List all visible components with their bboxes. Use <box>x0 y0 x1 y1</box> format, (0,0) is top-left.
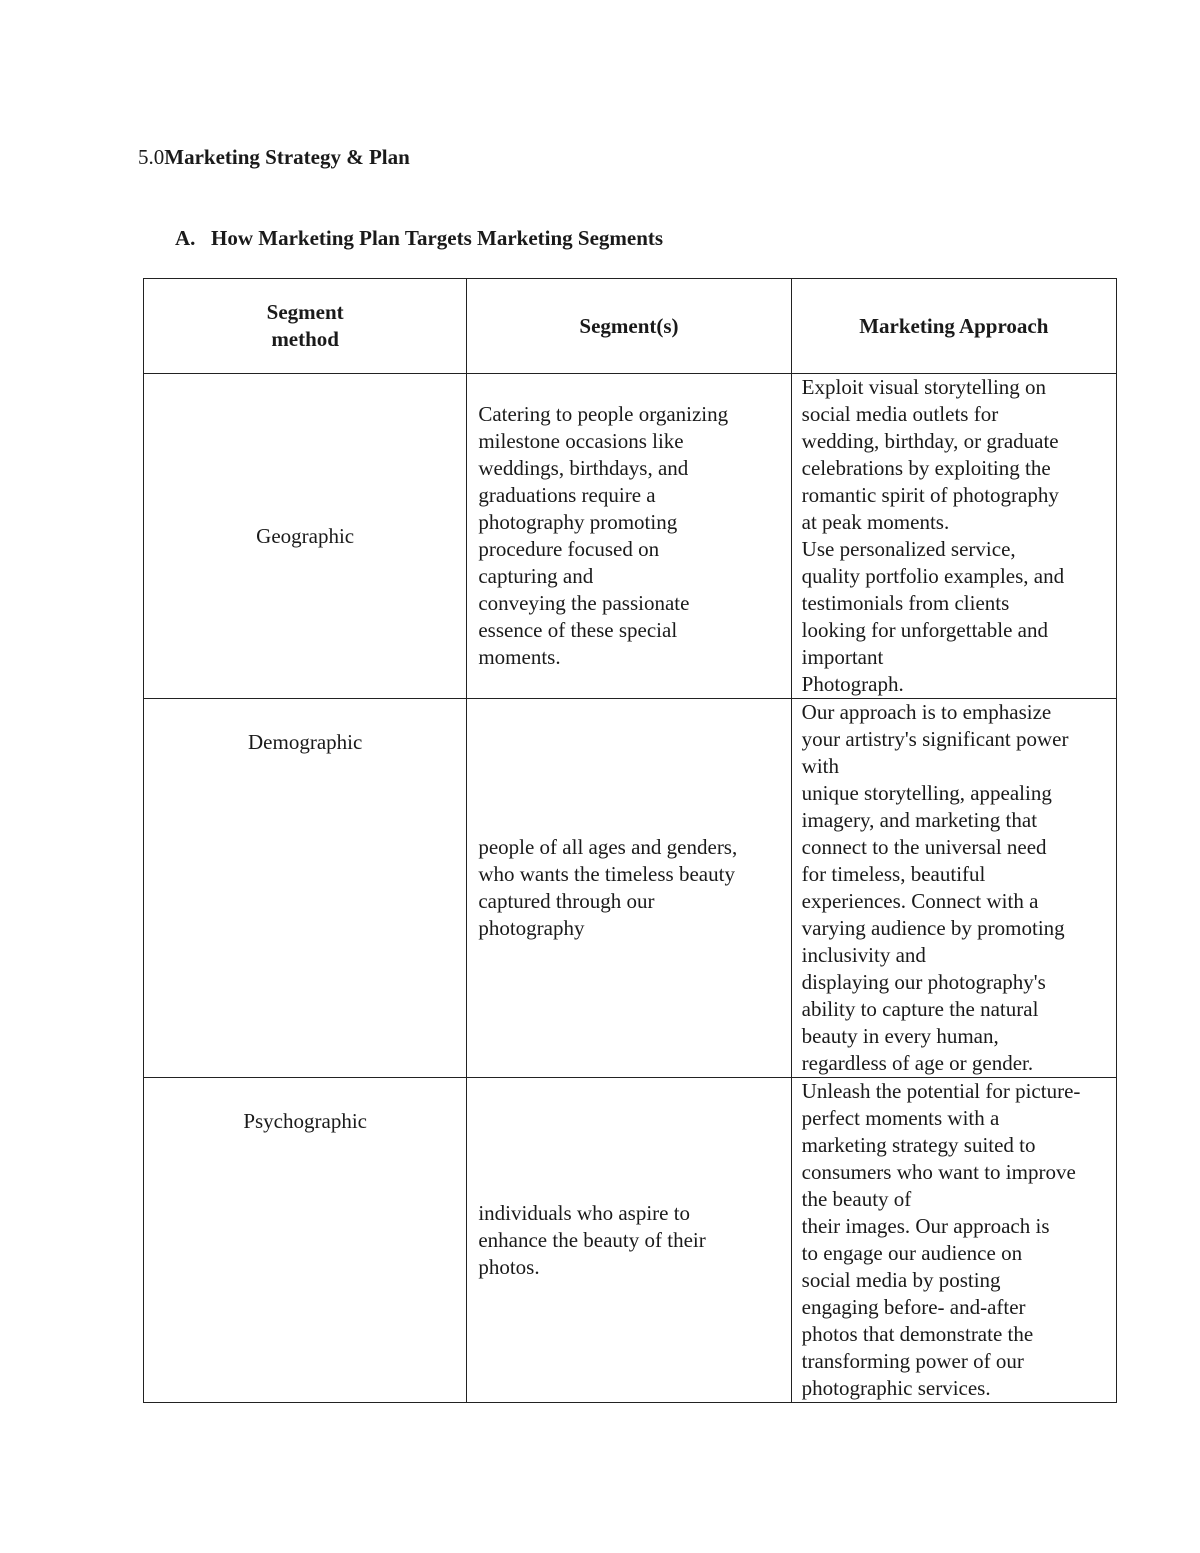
approach-line: Use personalized service, <box>801 537 1016 561</box>
segment-line: moments. <box>478 645 561 669</box>
approach-line: regardless of age or gender. <box>801 1051 1034 1075</box>
approach-line: for timeless, beautiful <box>801 862 986 886</box>
table-row <box>144 1078 1117 1403</box>
approach-line: unique storytelling, appealing <box>801 781 1052 805</box>
section-heading <box>175 225 663 251</box>
approach-line: social media by posting <box>801 1268 1001 1292</box>
approach-line: testimonials from clients <box>801 591 1010 615</box>
approach-line: Unleash the potential for picture- <box>801 1079 1081 1103</box>
approach-line: inclusivity and <box>801 943 926 967</box>
approach-line: marketing strategy suited to <box>801 1133 1036 1157</box>
row-approach <box>791 699 1116 1078</box>
row-segments <box>467 699 791 1078</box>
heading-title: Marketing Strategy & Plan <box>164 145 410 169</box>
segment-line: people of all ages and genders, <box>478 835 738 859</box>
approach-line: their images. Our approach is <box>801 1214 1050 1238</box>
approach-line: experiences. Connect with a <box>801 889 1039 913</box>
approach-line: at peak moments. <box>801 510 950 534</box>
row-method <box>144 374 467 699</box>
row-segments <box>467 1078 791 1403</box>
segment-line: individuals who aspire to <box>478 1200 691 1225</box>
segment-line: milestone occasions like <box>478 429 684 453</box>
row-segments <box>467 374 791 699</box>
segment-line: photography <box>478 916 585 940</box>
table-row <box>144 699 1117 1078</box>
approach-line: perfect moments with a <box>801 1106 1000 1130</box>
method-label: Demographic <box>248 730 363 754</box>
table-header-row <box>144 279 1117 374</box>
approach-line: romantic spirit of photography <box>801 483 1059 507</box>
heading-number: 5.0 <box>138 145 165 169</box>
segment-line: enhance the beauty of their <box>478 1227 706 1252</box>
table-row <box>144 374 1117 699</box>
segment-line: who wants the timeless beauty <box>478 862 735 886</box>
approach-line: ability to capture the natural <box>801 997 1039 1021</box>
approach-line: displaying our photography's <box>801 970 1046 994</box>
approach-line: Photograph. <box>801 672 904 696</box>
approach-line: photos that demonstrate the <box>801 1322 1034 1346</box>
approach-line: to engage our audience on <box>801 1241 1023 1265</box>
header-method-line2: method <box>271 327 339 351</box>
approach-line: celebrations by exploiting the <box>801 456 1051 480</box>
approach-line: social media outlets for <box>801 402 999 426</box>
approach-line: engaging before- and-after <box>801 1295 1026 1319</box>
approach-line: Exploit visual storytelling on <box>801 375 1047 399</box>
section-letter: A. <box>175 226 196 250</box>
segment-line: capturing and <box>478 564 594 588</box>
segment-line: conveying the passionate <box>478 591 690 615</box>
row-method <box>144 1078 467 1403</box>
method-label: Psychographic <box>243 1109 367 1133</box>
approach-line: Our approach is to emphasize <box>801 700 1052 724</box>
approach-line: wedding, birthday, or graduate <box>801 429 1059 453</box>
approach-line: looking for unforgettable and <box>801 618 1048 642</box>
segments-table <box>143 278 1117 1403</box>
approach-line: varying audience by promoting <box>801 916 1065 940</box>
segment-line: photos. <box>478 1254 540 1279</box>
header-segments: Segment(s) <box>467 279 791 374</box>
row-approach <box>791 374 1116 699</box>
approach-line: connect to the universal need <box>801 835 1047 859</box>
approach-line: imagery, and marketing that <box>801 808 1038 832</box>
approach-line: transforming power of our <box>801 1349 1024 1373</box>
header-method-line1: Segment <box>266 300 344 324</box>
segment-line: graduations require a <box>478 483 656 507</box>
segment-line: captured through our <box>478 889 655 913</box>
row-approach <box>791 1078 1116 1403</box>
section-title: How Marketing Plan Targets Marketing Segments <box>211 226 664 250</box>
approach-line: quality portfolio examples, and <box>801 564 1065 588</box>
approach-line: consumers who want to improve <box>801 1160 1076 1184</box>
segment-line: photography promoting <box>478 510 678 534</box>
header-marketing-approach: Marketing Approach <box>791 279 1116 374</box>
approach-line: the beauty of <box>801 1187 912 1211</box>
method-label: Geographic <box>256 523 355 548</box>
approach-line: your artistry's significant power <box>801 727 1069 751</box>
segment-line: procedure focused on <box>478 537 660 561</box>
approach-line: important <box>801 645 884 669</box>
approach-line: photographic services. <box>801 1376 991 1400</box>
segment-line: Catering to people organizing <box>478 402 729 426</box>
approach-line: beauty in every human, <box>801 1024 999 1048</box>
page-heading <box>138 144 410 170</box>
row-method <box>144 699 467 1078</box>
approach-line: with <box>801 754 839 778</box>
segment-line: weddings, birthdays, and <box>478 456 689 480</box>
header-segment-method <box>144 279 467 374</box>
segment-line: essence of these special <box>478 618 678 642</box>
